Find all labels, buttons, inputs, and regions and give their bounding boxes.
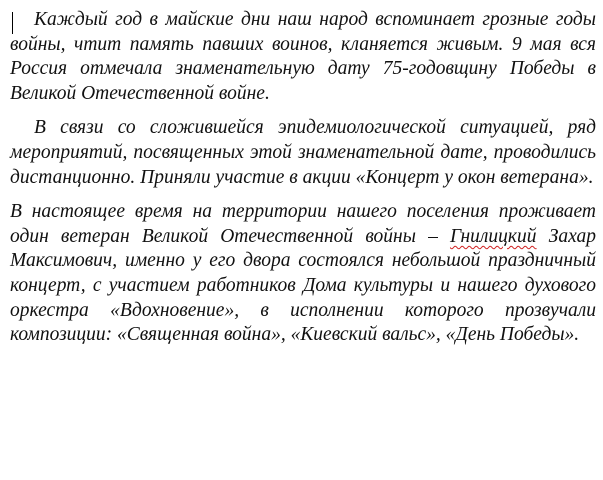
paragraph-3-text-end: Захар Максимович, именно у его двора состоялся небольшой праздничный концерт, с участием работников Дома культуры и нашего духового оркестра «Вдохновение», в исполнении которого прозвучали композиции: «Священная война», «Киевский вальс», «День Победы». (10, 225, 596, 346)
paragraph-1[interactable] (10, 8, 596, 106)
spelling-error-word[interactable]: Гнилицкий (449, 225, 537, 247)
paragraph-1-text: Каждый год в майские дни наш народ вспоминает грозные годы войны, чтит память павших воинов, кланяется живым. 9 мая вся Россия отмечала знаменательную дату 75-годовщину Победы в Великой Отечественной войне. (10, 9, 596, 104)
document-page[interactable] (10, 8, 596, 358)
text-cursor (12, 12, 13, 34)
paragraph-2-text: В связи со сложившейся эпидемиологической ситуацией, ряд мероприятий, посвященных этой знаменательной дате, проводились дистанционно. Приняли участие в акции «Концерт у окон ветерана». (10, 117, 596, 188)
paragraph-3[interactable] (10, 200, 596, 348)
paragraph-2[interactable] (10, 116, 596, 190)
paragraph-3-text-start: В настоящее время на территории нашего поселения проживает один ветеран Великой Отечественной войны – (10, 201, 596, 247)
